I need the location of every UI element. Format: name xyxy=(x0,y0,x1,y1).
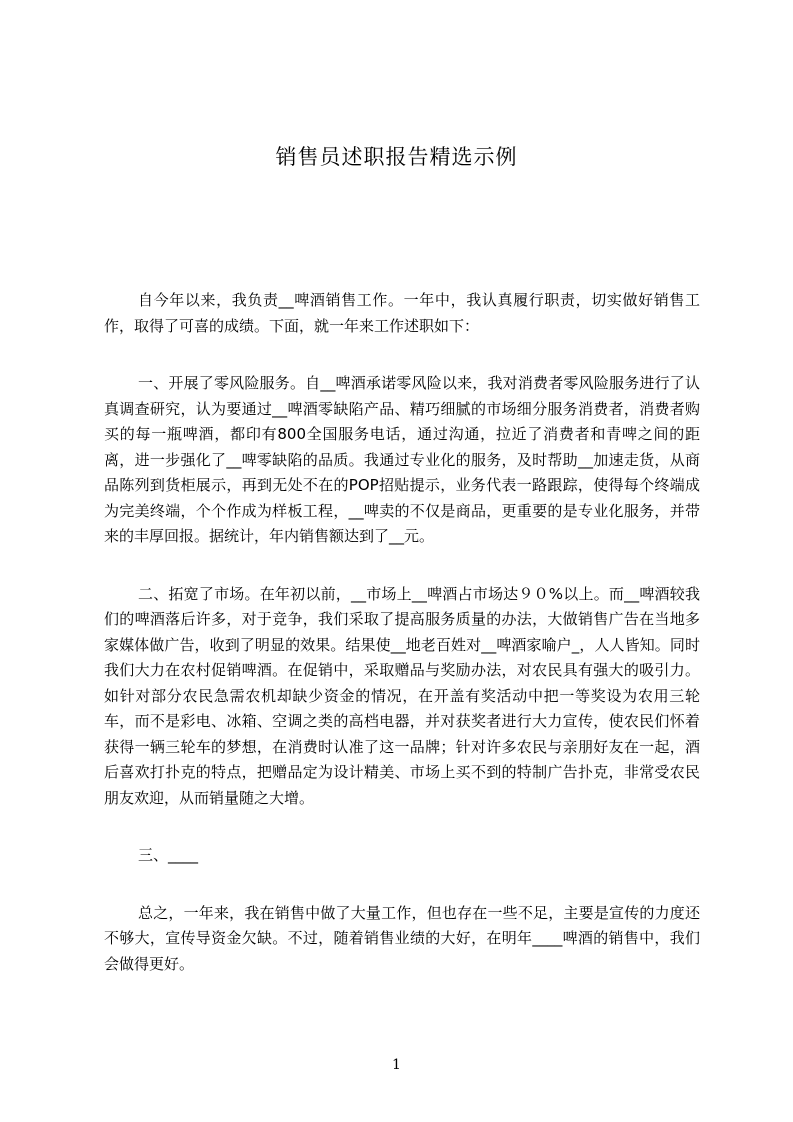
document-body xyxy=(104,288,700,977)
paragraph-conclusion: 总之，一年来，我在销售中做了大量工作，但也存在一些不足，主要是宣传的力度还不够大，宣传导资金欠缺。不过，随着销售业绩的大好，在明年____啤酒的销售中，我们会做得更好。 xyxy=(104,903,700,973)
paragraph-section-1: 一、开展了零风险服务。自__啤酒承诺零风险以来，我对消费者零风险服务进行了认真调查研究，认为要通过__啤酒零缺陷产品、精巧细腻的市场细分服务消费者，消费者购买的每一瓶啤酒，都印有800全国服务电话，通过沟通，拉近了消费者和青啤之间的距离，进一步强化了__啤零缺陷的品质。我通过专业化的服务，及时帮助__加速走货，从商品陈列到货柜展示，再到无处不在的POP招贴提示，业务代表一路跟踪，使得每个终端成为完美终端，个个作成为样板工程，__啤卖的不仅是商品，更重要的是专业化服务，并带来的丰厚回报。据统计，年内销售额达到了__元。 xyxy=(104,374,700,545)
paragraph-section-3: 三、____ xyxy=(138,846,199,864)
paragraph-section-2: 二、拓宽了市场。在年初以前，__市场上__啤酒占市场达９０%以上。而__啤酒较我们的啤酒落后许多，对于竞争，我们采取了提高服务质量的办法，大做销售广告在当地多家媒体做广告，收到了明显的效果。结果使__地老百姓对__啤酒家喻户_，人人皆知。同时我们大力在农村促销啤酒。在促销中，采取赠品与奖励办法，对农民具有强大的吸引力。如针对部分农民急需农机却缺少资金的情况，在开盖有奖活动中把一等奖设为农用三轮车，而不是彩电、冰箱、空调之类的高档电器，并对获奖者进行大力宣传，使农民们怀着获得一辆三轮车的梦想，在消费时认准了这一品牌；针对许多农民与亲朋好友在一起，酒后喜欢打扑克的特点，把赠品定为设计精美、市场上买不到的特制广告扑克，非常受农民朋友欢迎，从而销量随之大增。 xyxy=(104,584,700,807)
page-number: 1 xyxy=(392,1057,401,1073)
paragraph-intro: 自今年以来，我负责__啤酒销售工作。一年中，我认真履行职责，切实做好销售工作，取得了可喜的成绩。下面，就一年来工作述职如下： xyxy=(104,291,700,335)
page-title: 销售员述职报告精选示例 xyxy=(275,145,518,169)
